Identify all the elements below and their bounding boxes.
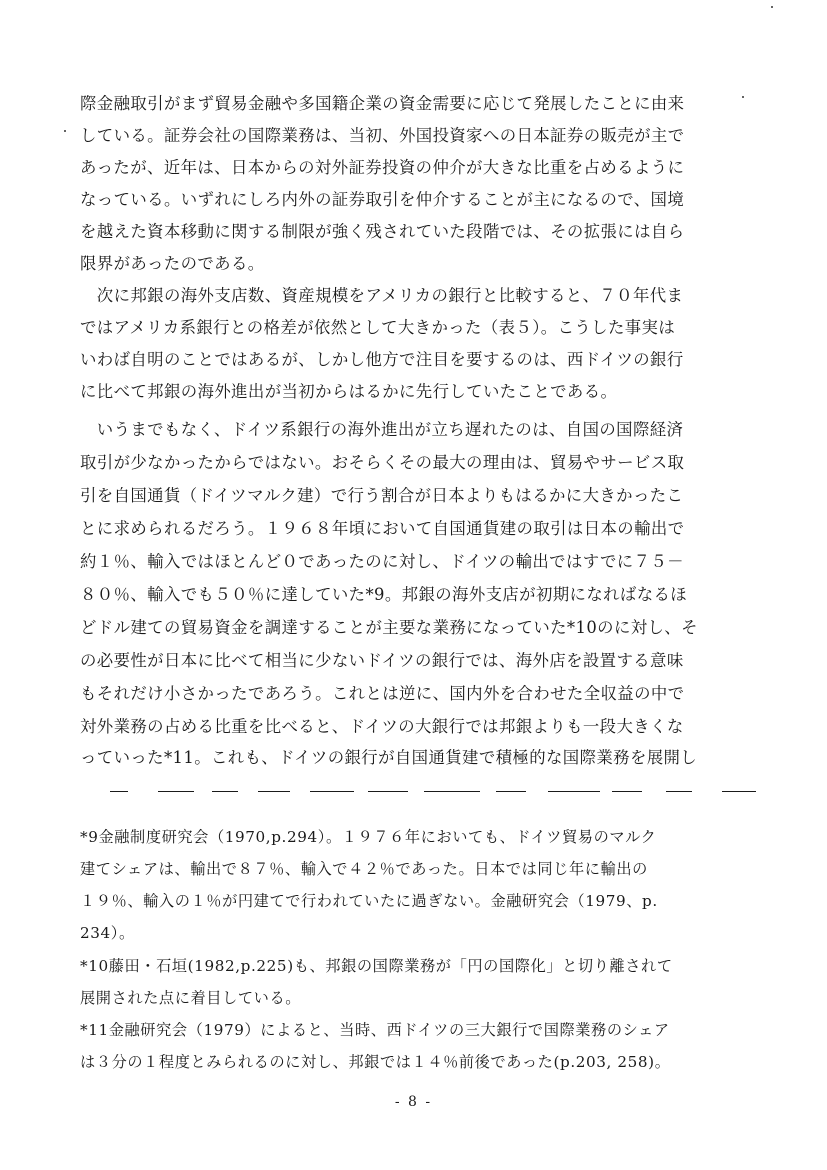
body-line-21: っていった*11。これも、ドイツの銀行が自国通貨建で積極的な国際業務を展開し bbox=[80, 748, 698, 767]
body-line-1: 際金融取引がまず貿易金融や多国籍企業の資金需要に応じて発展したことに由来 bbox=[80, 94, 685, 113]
body-line-12: 取引が少なかったからではない。おそらくその最大の理由は、貿易やサービス取 bbox=[80, 453, 685, 472]
body-line-10: に比べて邦銀の海外進出が当初からはるかに先行していたことである。 bbox=[80, 382, 618, 401]
footnote-9-line-3: １９％、輸入の１％が円建てで行われていたに過ぎない。金融研究会（1979、p. bbox=[80, 892, 658, 910]
body-line-18: の必要性が日本に比べて相当に少ないドイツの銀行では、海外店を設置する意味 bbox=[80, 651, 684, 670]
body-line-16: ８０％、輸入でも５０％に達していた*9。邦銀の海外支店が初期になればなるほ bbox=[80, 585, 688, 604]
body-line-3: あったが、近年は、日本からの対外証券投資の仲介が大きな比重を占めるように bbox=[80, 158, 685, 177]
footnote-9-line-1: *9金融制度研究会（1970,p.294）。１９７６年においても、ドイツ貿易のマルク bbox=[80, 828, 657, 846]
footnote-9-line-2: 建てシェアは、輸出で８７％、輸入で４２％であった。日本では同じ年に輸出の bbox=[80, 860, 648, 878]
body-line-11: いうまでもなく、ドイツ系銀行の海外進出が立ち遅れたのは、自国の国際経済 bbox=[80, 420, 684, 439]
footnote-9-line-4: 234）。 bbox=[80, 924, 135, 942]
footnote-11-line-1: *11金融研究会（1979）によると、当時、西ドイツの三大銀行で国際業務のシェア bbox=[80, 1021, 670, 1039]
scan-speck bbox=[64, 130, 66, 132]
body-line-15: 約１％、輸入ではほとんど０であったのに対し、ドイツの輸出ではすでに７５－ bbox=[80, 552, 684, 571]
scan-speck bbox=[771, 6, 773, 8]
body-line-9: いわば自明のことではあるが、しかし他方で注目を要するのは、西ドイツの銀行 bbox=[80, 350, 684, 369]
body-line-7: 次に邦銀の海外支店数、資産規模をアメリカの銀行と比較すると、７０年代ま bbox=[80, 286, 684, 305]
body-line-13: 引を自国通貨（ドイツマルク建）で行う割合が日本よりもはるかに大きかったこ bbox=[80, 486, 684, 505]
body-line-6: 限界があったのである。 bbox=[80, 254, 265, 273]
footnote-10-line-1: *10藤田・石垣(1982,p.225)も、邦銀の国際業務が「円の国際化」と切り離されて bbox=[80, 957, 673, 975]
body-line-5: を越えた資本移動に関する制限が強く残されていた段階では、その拡張には自ら bbox=[80, 222, 685, 241]
body-line-19: もそれだけ小さかったであろう。これとは逆に、国内外を合わせた全収益の中で bbox=[80, 684, 685, 703]
body-line-2: している。証券会社の国際業務は、当初、外国投資家への日本証券の販売が主で bbox=[80, 126, 685, 145]
body-line-8: ではアメリカ系銀行との格差が依然として大きかった（表５）。こうした事実は bbox=[80, 318, 676, 337]
page-number: - 8 - bbox=[394, 1094, 433, 1110]
body-line-4: なっている。いずれにしろ内外の証券取引を仲介することが主になるので、国境 bbox=[80, 190, 685, 209]
body-line-17: どドル建ての貿易資金を調達することが主要な業務になっていた*10のに対し、そ bbox=[80, 618, 698, 637]
body-line-20: 対外業務の占める比重を比べると、ドイツの大銀行では邦銀よりも一段大きくな bbox=[80, 717, 684, 736]
scan-speck bbox=[742, 96, 744, 98]
footnote-10-line-2: 展開された点に着目している。 bbox=[80, 989, 302, 1007]
body-line-14: とに求められるだろう。１９６８年頃において自国通貨建の取引は日本の輸出で bbox=[80, 519, 685, 538]
footnote-11-line-2: は３分の１程度とみられるのに対し、邦銀では１４％前後であった(p.203, 258)。 bbox=[80, 1053, 671, 1071]
